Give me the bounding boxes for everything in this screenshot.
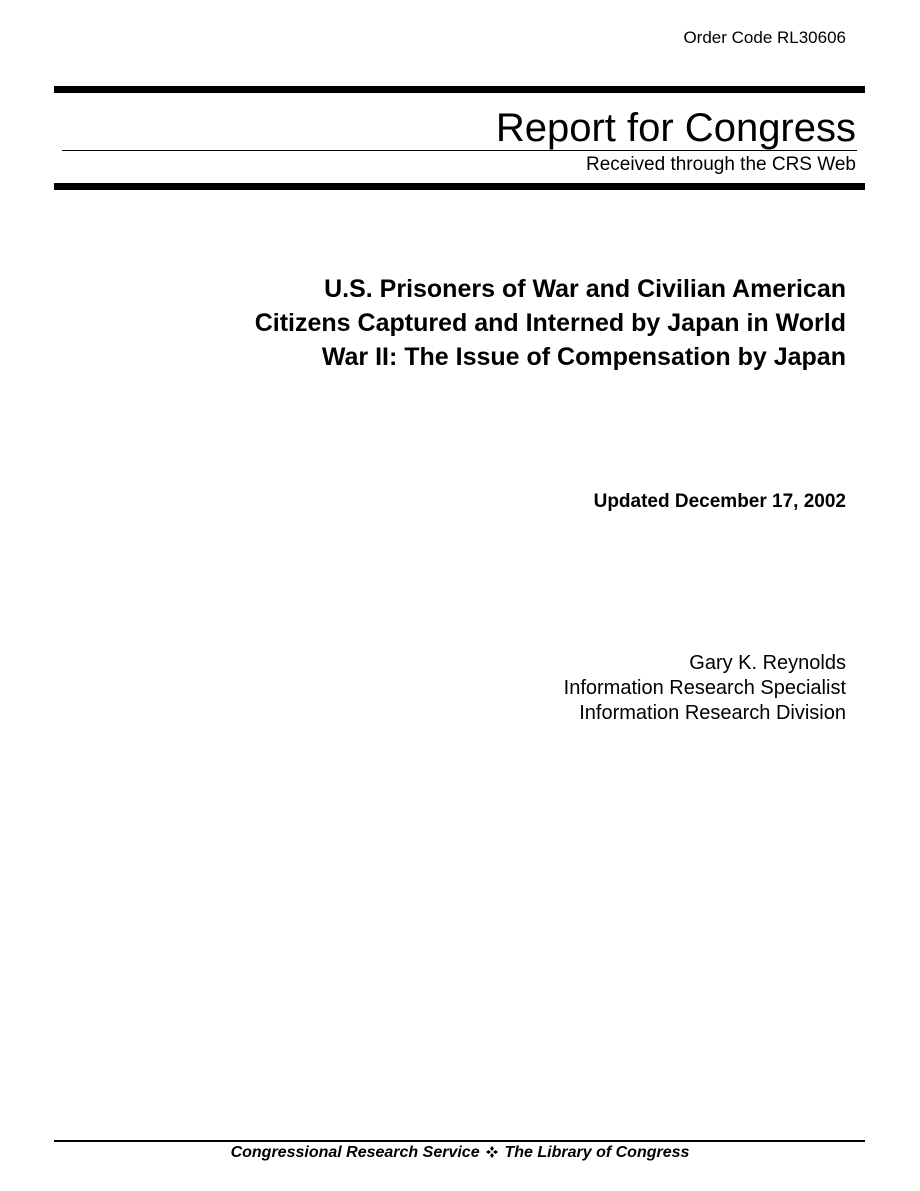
footer-publisher: Congressional Research Service: [230, 1144, 480, 1161]
masthead-bottom-rule: [54, 183, 865, 190]
masthead-title: Report for Congress: [495, 106, 856, 150]
author-block: [564, 651, 846, 726]
masthead-subtitle: Received through the CRS Web: [585, 154, 856, 175]
footer: [0, 1143, 920, 1163]
report-title-line: U.S. Prisoners of War and Civilian American: [324, 275, 846, 303]
report-title: [126, 272, 846, 374]
four-diamond-ornament-icon: [486, 1146, 498, 1158]
updated-date: Updated December 17, 2002: [593, 491, 846, 512]
footer-rule: [54, 1140, 865, 1142]
report-title-line: War II: The Issue of Compensation by Japan: [321, 343, 846, 371]
author-division: Information Research Division: [579, 702, 846, 724]
order-code: Order Code RL30606: [683, 28, 846, 47]
report-title-line: Citizens Captured and Interned by Japan in World: [254, 309, 846, 337]
masthead-thin-rule: [62, 150, 857, 151]
author-name: Gary K. Reynolds: [689, 652, 846, 674]
author-position: Information Research Specialist: [563, 677, 846, 699]
footer-library: The Library of Congress: [504, 1144, 690, 1161]
masthead-top-rule: [54, 86, 865, 93]
